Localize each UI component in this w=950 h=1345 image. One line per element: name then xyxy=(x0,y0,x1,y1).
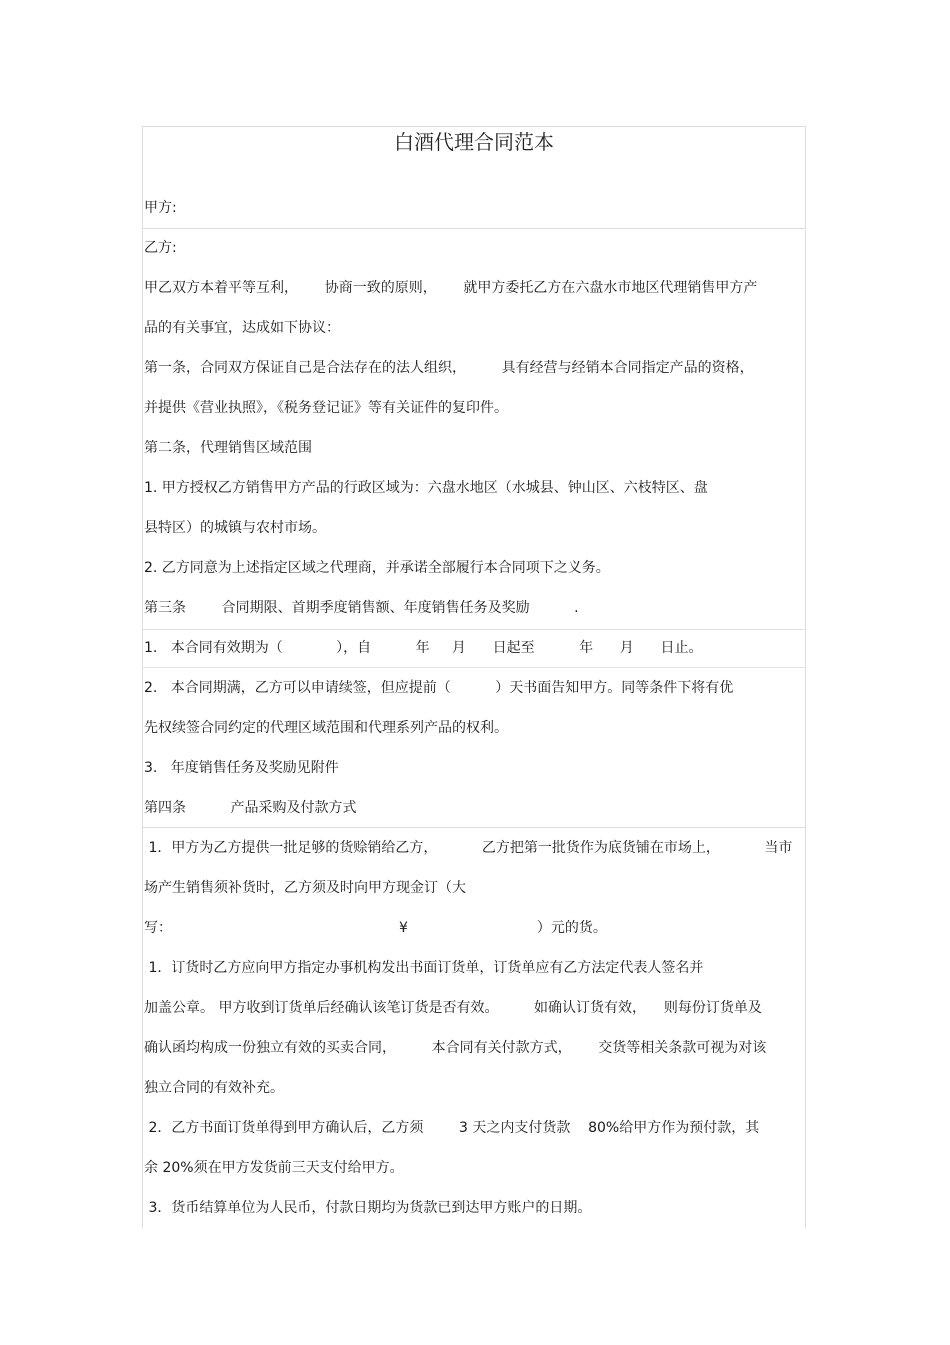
paragraph-line: 县特区）的城镇与农村市场。 xyxy=(144,520,326,536)
paragraph-line: 1．订货时乙方应向甲方指定办事机构发出书面订货单，订货单应有乙方法定代表人签名并 xyxy=(144,960,704,976)
paragraph-line: 确认函均构成一份独立有效的买卖合同， 本合同有关付款方式， 交货等相关条款可视为对该 xyxy=(144,1040,767,1056)
paragraph-line: 3. 年度销售任务及奖励见附件 xyxy=(144,760,339,776)
paragraph-line: 甲乙双方本着平等互利， 协商一致的原则， 就甲方委托乙方在六盘水市地区代理销售甲方产 xyxy=(144,280,758,296)
article-3-heading: 第三条 合同期限、首期季度销售额、年度销售任务及奖励 . xyxy=(144,600,579,616)
paragraph-line: 加盖公章。 甲方收到订货单后经确认该笔订货是否有效。 如确认订货有效， 则每份订货单及 xyxy=(144,1000,762,1016)
paragraph-line: 先权续签合同约定的代理区域范围和代理系列产品的权利。 xyxy=(144,720,508,736)
paragraph-line: 写： ¥ ）元的货。 xyxy=(144,920,607,936)
paragraph-line: 余 20%须在甲方发货前三天支付给甲方。 xyxy=(144,1160,404,1176)
paragraph-line: 品的有关事宜，达成如下协议： xyxy=(144,320,340,336)
document-title: 白酒代理合同范本 xyxy=(394,130,554,154)
article-1-line: 第一条，合同双方保证自己是合法存在的法人组织， 具有经营与经销本合同指定产品的资格， xyxy=(144,360,754,376)
party-b-line: 乙方: xyxy=(144,240,177,256)
article-4-heading: 第四条 产品采购及付款方式 xyxy=(144,800,357,816)
paragraph-line: 1. 本合同有效期为（ ），自 年 月 日起至 年 月 日止。 xyxy=(144,640,703,656)
row-divider xyxy=(142,667,806,668)
paragraph-line: 独立合同的有效补充。 xyxy=(144,1080,284,1096)
party-a-line: 甲方: xyxy=(144,200,177,216)
paragraph-line: 并提供《营业执照》，《税务登记证》等有关证件的复印件。 xyxy=(144,400,508,416)
row-divider xyxy=(142,629,806,630)
paragraph-line: 2. 乙方同意为上述指定区域之代理商，并承诺全部履行本合同项下之义务。 xyxy=(144,560,610,576)
paragraph-line: 2．乙方书面订货单得到甲方确认后，乙方须 3 天之内支付货款 80%给甲方作为预付款，其 xyxy=(144,1120,760,1136)
paragraph-line: 3．货币结算单位为人民币，付款日期均为货款已到达甲方账户的日期。 xyxy=(144,1200,592,1216)
article-2-heading: 第二条，代理销售区域范围 xyxy=(144,440,312,456)
paragraph-line: 1. 甲方授权乙方销售甲方产品的行政区域为：六盘水地区（水城县、钟山区、六枝特区、盘 xyxy=(144,480,708,496)
paragraph-line: 1．甲方为乙方提供一批足够的货赊销给乙方， 乙方把第一批货作为底货铺在市场上， 当市 xyxy=(144,840,793,856)
paragraph-line: 场产生销售须补货时，乙方须及时向甲方现金订（大 xyxy=(144,880,466,896)
paragraph-line: 2. 本合同期满，乙方可以申请续签，但应提前（ ）天书面告知甲方。同等条件下将有优 xyxy=(144,680,734,696)
